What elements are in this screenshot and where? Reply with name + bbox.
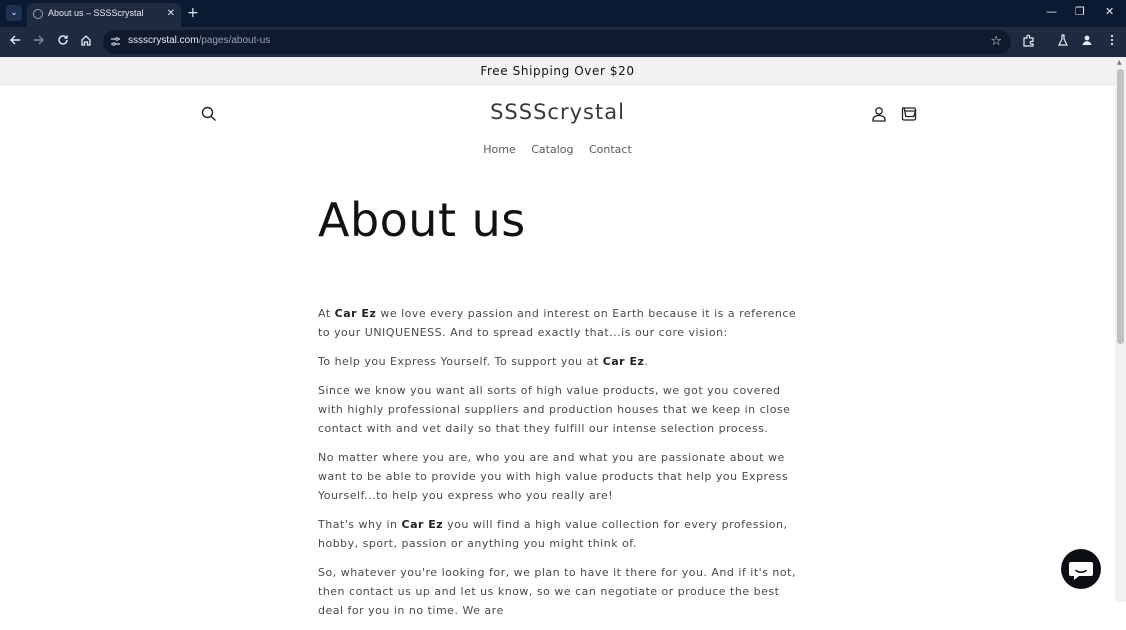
scroll-thumb[interactable]: [1117, 69, 1124, 344]
about-content: [318, 304, 808, 630]
announcement-bar: Free Shipping Over $20: [0, 57, 1115, 85]
nav-contact[interactable]: Contact: [588, 143, 632, 156]
scroll-up-arrow-icon[interactable]: ▲: [1117, 59, 1122, 66]
cart-icon[interactable]: [900, 105, 918, 123]
browser-toolbar: [0, 27, 1126, 57]
close-window-button[interactable]: ✕: [1105, 5, 1115, 18]
chat-button[interactable]: [1061, 549, 1101, 589]
page-title: About us: [318, 193, 526, 247]
url-path: /pages/about-us: [198, 35, 271, 46]
profile-icon[interactable]: [1081, 34, 1093, 50]
minimize-button[interactable]: —: [1046, 5, 1057, 18]
address-bar[interactable]: [103, 30, 1011, 54]
home-button[interactable]: [80, 34, 92, 50]
site-info-icon[interactable]: [110, 36, 121, 47]
paragraph-1: At Car Ez we love every passion and interest on Earth because it is a reference to your UNIQUENESS. And to spread exactly that...is our core vision:: [318, 307, 797, 339]
paragraph-5: That's why in Car Ez you will find a high value collection for every profession, hobby, sport, passion or anything you might think of.: [318, 518, 788, 550]
tab-close-button[interactable]: ✕: [166, 8, 175, 19]
main-nav: [0, 143, 1115, 156]
tab-search-button[interactable]: ⌄: [6, 5, 22, 21]
paragraph-4: No matter where you are, who you are and what you are passionate about we want to be able to provide you with high value products that help you Express Yourself...to help you express who you really are!: [318, 451, 789, 502]
forward-button[interactable]: [33, 34, 45, 50]
restore-button[interactable]: ❐: [1075, 5, 1085, 18]
account-icon[interactable]: [871, 106, 887, 122]
paragraph-3: Since we know you want all sorts of high value products, we got you covered with highly professional suppliers and production houses that we keep in close contact with and vet daily so that they fulfill our intense selection process.: [318, 384, 791, 435]
arrow-left-icon: [9, 34, 21, 46]
paragraph-2: To help you Express Yourself. To support you at Car Ez.: [318, 355, 649, 368]
store-logo[interactable]: SSSScrystal: [490, 100, 625, 124]
new-tab-button[interactable]: +: [187, 5, 199, 21]
nav-home[interactable]: Home: [483, 143, 516, 156]
paragraph-6: So, whatever you're looking for, we plan to have it there for you. And if it's not, then contact us up and let us know, so we can negotiate or produce the best deal for you in no time. We are: [318, 566, 796, 617]
url-host: sssscrystal.com: [128, 35, 199, 46]
tab-title: About us – SSSScrystal: [48, 8, 144, 18]
url-text[interactable]: [128, 35, 270, 46]
browser-tab[interactable]: [27, 3, 181, 27]
back-button[interactable]: [9, 34, 21, 50]
page-scrollbar[interactable]: [1115, 57, 1126, 602]
chat-icon: [1061, 549, 1101, 589]
globe-icon: [33, 9, 43, 19]
home-icon: [80, 34, 92, 46]
browser-tab-bar: [0, 0, 1126, 27]
arrow-right-icon: [33, 34, 45, 46]
reload-icon: [57, 34, 69, 46]
extensions-icon[interactable]: [1022, 34, 1035, 51]
bookmark-star-icon[interactable]: ☆: [990, 34, 1002, 49]
more-menu-icon[interactable]: [1107, 34, 1117, 50]
reload-button[interactable]: [57, 34, 69, 50]
nav-catalog[interactable]: Catalog: [531, 143, 574, 156]
labs-flask-icon[interactable]: [1057, 34, 1069, 50]
